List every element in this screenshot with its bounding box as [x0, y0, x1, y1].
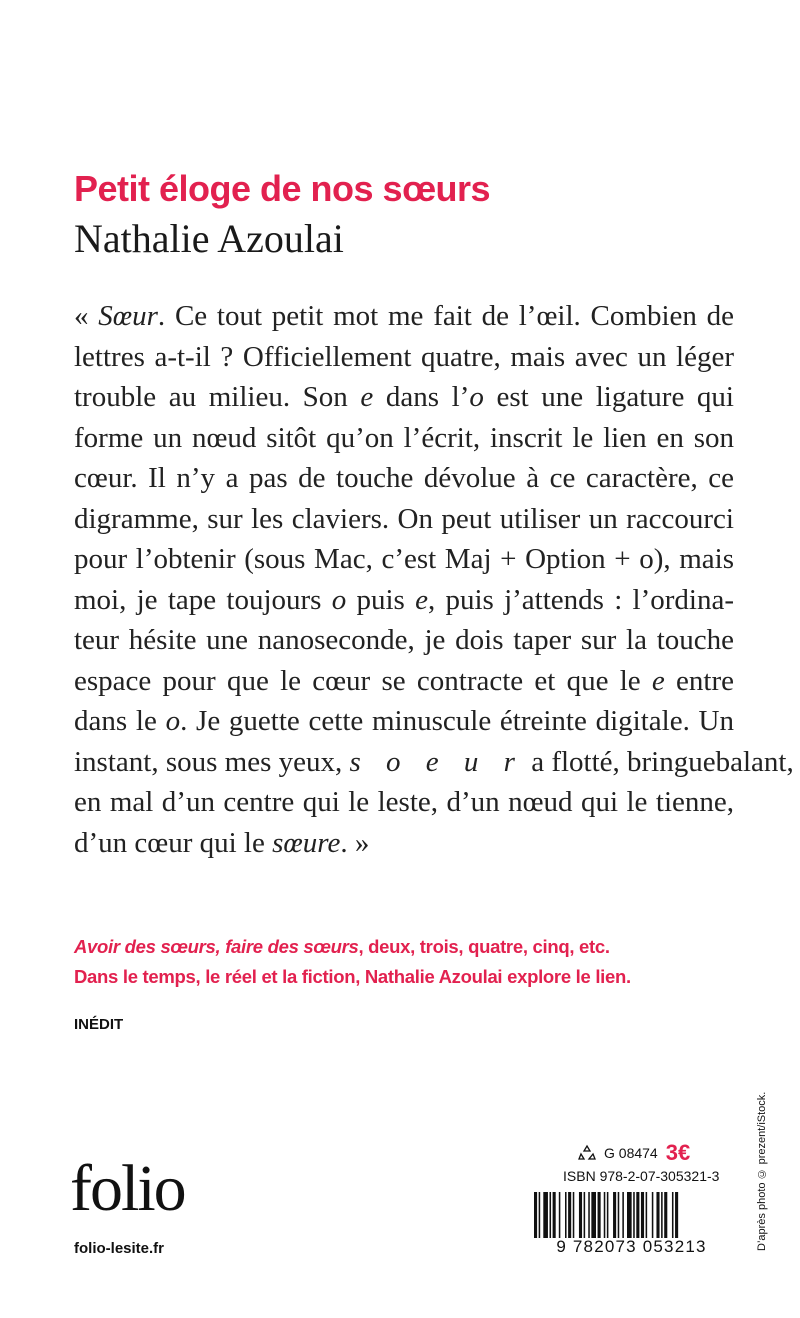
isbn: ISBN 978-2-07-305321-3 [563, 1168, 720, 1184]
publisher-logo: folio [70, 1152, 185, 1225]
photo-credit: D’après photo © prezent/iStock. [756, 1091, 768, 1251]
product-code: G 08474 [604, 1145, 658, 1161]
price: 3€ [665, 1140, 691, 1165]
quote-line: lettres a-t-il ? Officiellement quatre, mais avec un léger [74, 340, 734, 373]
book-title: Petit éloge de nos sœurs [74, 168, 491, 209]
barcode-number: 9 782073 053213 [556, 1237, 707, 1256]
quote-line: espace pour que le cœur se contracte et que le e entre [74, 664, 734, 697]
quote-line: « Sœur. Ce tout petit mot me fait de l’œil. Combien de [74, 300, 735, 332]
quote-line: instant, sous mes yeux, s o e u r a flotté, bringuebalant, [74, 745, 794, 778]
blurb-line: Avoir des sœurs, faire des sœurs, deux, trois, quatre, cinq, etc. [74, 936, 610, 957]
back-cover-quote [74, 296, 794, 863]
quote-line: pour l’obtenir (sous Mac, c’est Maj + Option + o), mais [74, 543, 734, 575]
blurb-line: Dans le temps, le réel et la fiction, Nathalie Azoulai explore le lien. [74, 966, 631, 987]
quote-line: trouble au milieu. Son e dans l’o est une ligature qui [74, 381, 734, 413]
quote-line: dans le o. Je guette cette minuscule étreinte digitale. Un [74, 705, 734, 737]
blurb [74, 932, 631, 992]
quote-line: en mal d’un centre qui le leste, d’un nœud qui le tienne, [74, 786, 734, 818]
quote-line: teur hésite une nanoseconde, je dois taper sur la touche [74, 624, 734, 656]
quote-line: d’un cœur qui le sœure. » [74, 826, 370, 859]
unpublished-label: INÉDIT [74, 1016, 124, 1033]
quote-line: digramme, sur les claviers. On peut utiliser un raccourci [74, 502, 734, 535]
quote-line: cœur. Il n’y a pas de touche dévolue à ce caractère, ce [74, 462, 734, 494]
recycle-icon [578, 1144, 596, 1162]
quote-line: forme un nœud sitôt qu’on l’écrit, inscrit le lien en son [74, 421, 734, 454]
quote-line: moi, je tape toujours o puis e, puis j’attends : l’ordina- [74, 583, 734, 616]
publisher-website: folio-lesite.fr [74, 1240, 165, 1257]
price-row [578, 1140, 690, 1166]
author-name: Nathalie Azoulai [74, 216, 344, 261]
